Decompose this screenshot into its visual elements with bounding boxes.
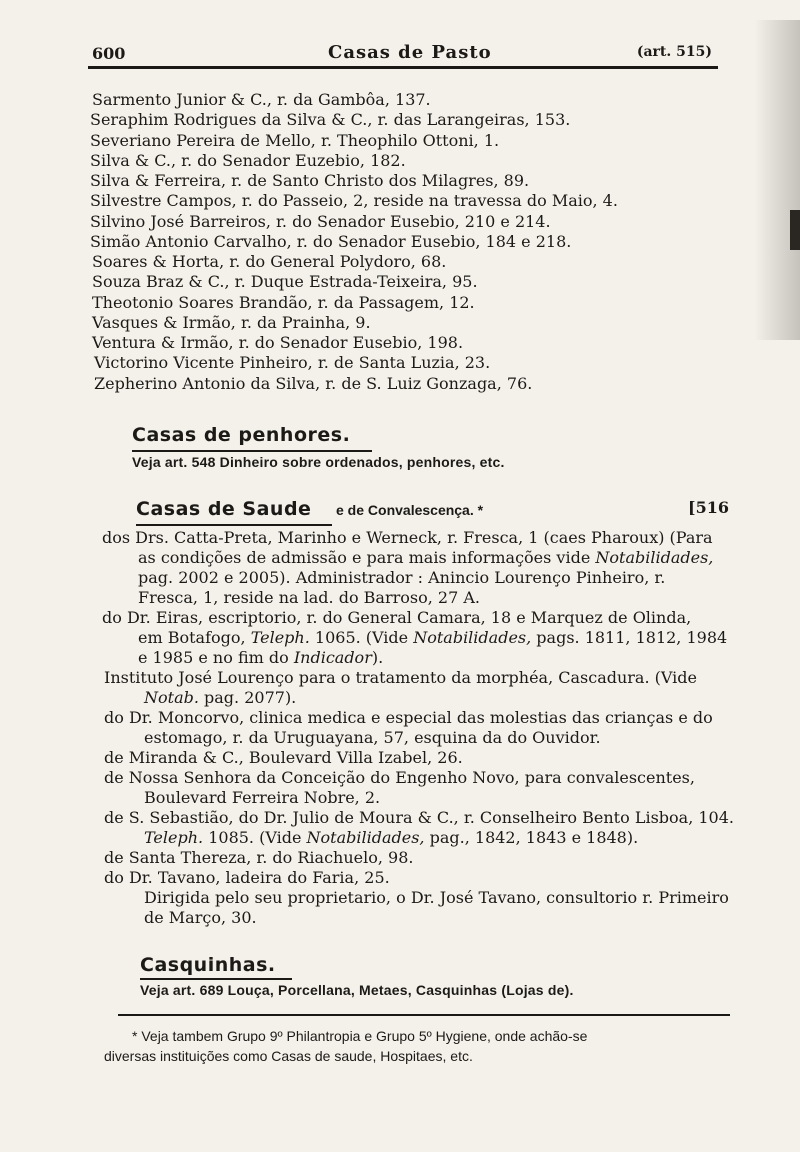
list-item: Theotonio Soares Brandão, r. da Passagem, 12. [92,293,475,312]
entry-line: as condições de admissão e para mais informações vide Notabilidades, [138,548,714,567]
cross-reference: Veja art. 548 Dinheiro sobre ordenados, penhores, etc. [132,454,505,470]
entry-line: de Nossa Senhora da Conceição do Engenho Novo, para convalescentes, [104,768,695,787]
article-reference: (art. 515) [636,44,712,60]
section-subtitle: e de Convalescença. * [336,502,484,518]
page-number: 600 [92,44,126,63]
entry-line: de Santa Thereza, r. do Riachuelo, 98. [104,848,414,867]
list-item: Ventura & Irmão, r. do Senador Eusebio, 198. [92,333,464,352]
list-item: Seraphim Rodrigues da Silva & C., r. das Larangeiras, 153. [90,110,571,129]
entry-line: Dirigida pelo seu proprietario, o Dr. José Tavano, consultorio r. Primeiro [144,888,729,907]
entry-line: Teleph. 1085. (Vide Notabilidades, pag., 1842, 1843 e 1848). [144,828,639,847]
page-edge-shadow [754,20,800,340]
footnote-rule [118,1014,730,1016]
section-title-casquinhas: Casquinhas. [140,954,276,976]
entry-line: dos Drs. Catta-Preta, Marinho e Werneck, r. Fresca, 1 (caes Pharoux) (Para [102,528,713,547]
entry-line: do Dr. Eiras, escriptorio, r. do General Camara, 18 e Marquez de Olinda, [102,608,692,627]
footnote-line: diversas instituições como Casas de saude, Hospitaes, etc. [104,1048,473,1064]
list-item: Soares & Horta, r. do General Polydoro, 68. [92,252,447,271]
entry-line: de Miranda & C., Boulevard Villa Izabel, 26. [104,748,463,767]
section-title-saude: Casas de Saude [136,498,312,520]
cross-reference: Veja art. 689 Louça, Porcellana, Metaes, Casquinhas (Lojas de). [140,982,574,998]
article-number: [516 [688,498,729,517]
section-rule [136,524,332,526]
entry-line: de S. Sebastião, do Dr. Julio de Moura & C., r. Conselheiro Bento Lisboa, 104. [104,808,734,827]
list-item: Silva & Ferreira, r. de Santo Christo dos Milagres, 89. [90,171,530,190]
running-title: Casas de Pasto [328,42,492,63]
entry-line: Notab. pag. 2077). [144,688,297,707]
list-item: Silvino José Barreiros, r. do Senador Eusebio, 210 e 214. [90,212,551,231]
list-item: Souza Braz & C., r. Duque Estrada-Teixeira, 95. [92,272,478,291]
entry-line: Fresca, 1, reside na lad. do Barroso, 27 A. [138,588,480,607]
list-item: Severiano Pereira de Mello, r. Theophilo Ottoni, 1. [90,131,500,150]
entry-line: do Dr. Tavano, ladeira do Faria, 25. [104,868,390,887]
entry-line: estomago, r. da Uruguayana, 57, esquina da do Ouvidor. [144,728,601,747]
list-item: Silva & C., r. do Senador Euzebio, 182. [90,151,406,170]
header-rule [88,66,718,69]
entry-line: do Dr. Moncorvo, clinica medica e especial das molestias das crianças e do [104,708,713,727]
entry-line: Instituto José Lourenço para o tratamento da morphéa, Cascadura. (Vide [104,668,697,687]
list-item: Silvestre Campos, r. do Passeio, 2, reside na travessa do Maio, 4. [90,191,618,210]
binding-mark [790,210,800,250]
entry-line: em Botafogo, Teleph. 1065. (Vide Notabilidades, pags. 1811, 1812, 1984 [138,628,728,647]
list-item: Zepherino Antonio da Silva, r. de S. Luiz Gonzaga, 76. [94,374,533,393]
section-rule [140,978,292,980]
section-title-penhores: Casas de penhores. [132,424,351,446]
list-item: Victorino Vicente Pinheiro, r. de Santa Luzia, 23. [94,353,491,372]
entry-line: Boulevard Ferreira Nobre, 2. [144,788,381,807]
list-item: Vasques & Irmão, r. da Prainha, 9. [92,313,371,332]
section-rule [132,450,372,452]
footnote-line: * Veja tambem Grupo 9º Philantropia e Grupo 5º Hygiene, onde achão-se [132,1028,588,1044]
list-item: Sarmento Junior & C., r. da Gambôa, 137. [92,90,431,109]
list-item: Simão Antonio Carvalho, r. do Senador Eusebio, 184 e 218. [90,232,572,251]
entry-line: e 1985 e no fim do Indicador). [138,648,384,667]
entry-line: pag. 2002 e 2005). Administrador : Anincio Lourenço Pinheiro, r. [138,568,666,587]
entry-line: de Março, 30. [144,908,257,927]
page-header [92,40,712,66]
